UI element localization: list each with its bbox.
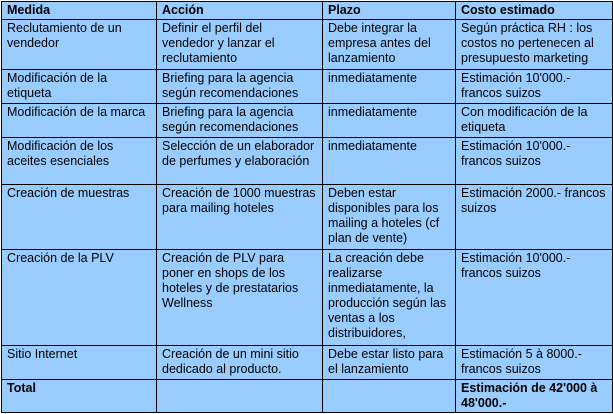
total-label: Total — [2, 380, 157, 413]
cell-costo: Estimación 10'000.-francos suizos — [456, 249, 613, 345]
table-row — [2, 69, 613, 103]
cell-accion: Creación de PLV para poner en shops de los hoteles y de prestatarios Wellness — [157, 249, 323, 345]
cell-costo: Estimación 10'000.- francos suizos — [456, 137, 613, 184]
cell-plazo: inmediatamente — [323, 137, 456, 184]
header-plazo: Plazo — [323, 2, 456, 20]
cell-plazo: inmediatamente — [323, 103, 456, 137]
header-accion: Acción — [157, 2, 323, 20]
cell-costo: Estimación 2000.- francos suizos — [456, 185, 613, 250]
table-body — [2, 20, 613, 380]
cell-plazo: Debe estar listo para el lanzamiento — [323, 345, 456, 379]
cell-costo: Según práctica RH : los costos no pertenecen al presupuesto marketing — [456, 20, 613, 70]
header-row — [2, 2, 613, 20]
cell-medida: Creación de muestras — [2, 185, 157, 250]
cell-accion: Definir el perfil del vendedor y lanzar el reclutamiento — [157, 20, 323, 70]
table-row — [2, 20, 613, 70]
table-row — [2, 345, 613, 379]
cell-costo: Estimación 5 à 8000.- francos suizos — [456, 345, 613, 379]
table-footer — [2, 380, 613, 413]
cell-plazo: Debe integrar la empresa antes del lanzamiento — [323, 20, 456, 70]
cell-medida: Modificación de la marca — [2, 103, 157, 137]
cell-medida: Reclutamiento de un vendedor — [2, 20, 157, 70]
table-header — [2, 2, 613, 20]
cell-plazo: La creación debe realizarse inmediatamente, la producción según las ventas a los distribuidores, — [323, 249, 456, 345]
cell-accion: Creación de 1000 muestras para mailing hoteles — [157, 185, 323, 250]
header-costo: Costo estimado — [456, 2, 613, 20]
cell-accion: Briefing para la agencia según recomendaciones — [157, 69, 323, 103]
cell-medida: Modificación de la etiqueta — [2, 69, 157, 103]
cell-plazo: inmediatamente — [323, 69, 456, 103]
cell-plazo: Deben estar disponibles para los mailing a hoteles (cf plan de vente) — [323, 185, 456, 250]
table-row — [2, 185, 613, 250]
cell-medida: Modificación de los aceites esenciales — [2, 137, 157, 184]
total-row — [2, 380, 613, 413]
total-accion — [157, 380, 323, 413]
cell-costo: Con modificación de la etiqueta — [456, 103, 613, 137]
cell-medida: Sitio Internet — [2, 345, 157, 379]
total-plazo — [323, 380, 456, 413]
total-costo: Estimación de 42'000 à 48'000.- — [456, 380, 613, 413]
header-medida: Medida — [2, 2, 157, 20]
table-row — [2, 249, 613, 345]
cell-accion: Selección de un elaborador de perfumes y elaboración — [157, 137, 323, 184]
cell-accion: Creación de un mini sitio dedicado al producto. — [157, 345, 323, 379]
table-row — [2, 137, 613, 184]
marketing-plan-table — [1, 1, 613, 413]
table-row — [2, 103, 613, 137]
cell-accion: Briefing para la agencia según recomendaciones — [157, 103, 323, 137]
cell-medida: Creación de la PLV — [2, 249, 157, 345]
cell-costo: Estimación 10'000.- francos suizos — [456, 69, 613, 103]
